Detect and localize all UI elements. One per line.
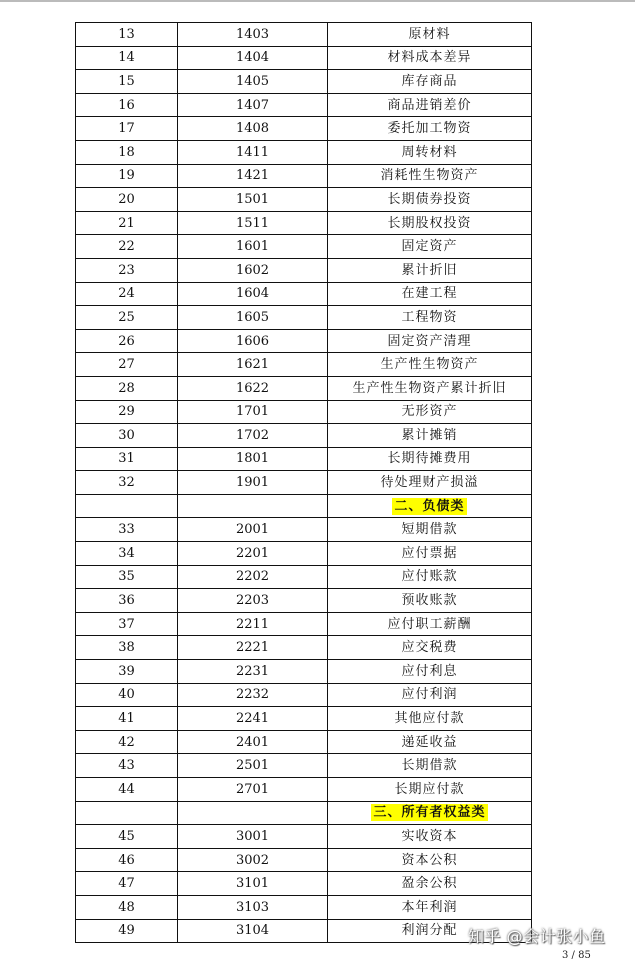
account-code-cell: 2401: [178, 730, 328, 754]
account-code-cell: 1604: [178, 282, 328, 306]
account-code-cell: 1601: [178, 235, 328, 259]
account-name-cell: 应交税费: [328, 636, 532, 660]
table-row: [76, 825, 532, 849]
account-name-cell: 应付账款: [328, 565, 532, 589]
account-code-cell: 1606: [178, 329, 328, 353]
account-name-cell: 长期借款: [328, 754, 532, 778]
account-code-cell: 1405: [178, 70, 328, 94]
account-code-cell: 2201: [178, 542, 328, 566]
row-number-cell: 45: [76, 825, 178, 849]
account-name-cell: 周转材料: [328, 140, 532, 164]
table-row: [76, 329, 532, 353]
page-top-edge: [0, 0, 635, 2]
account-code-cell: 1602: [178, 258, 328, 282]
account-name-cell: 原材料: [328, 23, 532, 47]
table-row: [76, 117, 532, 141]
account-code-cell: 1801: [178, 447, 328, 471]
account-name-cell: 长期应付款: [328, 778, 532, 802]
category-empty-cell: [76, 494, 178, 518]
account-name-cell: 递延收益: [328, 730, 532, 754]
row-number-cell: 37: [76, 612, 178, 636]
account-code-cell: 2203: [178, 589, 328, 613]
table-row: [76, 872, 532, 896]
account-code-cell: 1408: [178, 117, 328, 141]
account-code-cell: 2501: [178, 754, 328, 778]
table-row: [76, 424, 532, 448]
table-row: [76, 754, 532, 778]
row-number-cell: 26: [76, 329, 178, 353]
account-name-cell: 长期股权投资: [328, 211, 532, 235]
row-number-cell: 15: [76, 70, 178, 94]
account-table-body: [76, 23, 532, 943]
row-number-cell: 13: [76, 23, 178, 47]
account-name-cell: 其他应付款: [328, 707, 532, 731]
row-number-cell: 36: [76, 589, 178, 613]
category-label: 二、负债类: [394, 498, 465, 514]
account-code-cell: 2202: [178, 565, 328, 589]
row-number-cell: 31: [76, 447, 178, 471]
row-number-cell: 46: [76, 848, 178, 872]
account-code-cell: 1605: [178, 306, 328, 330]
category-empty-cell: [178, 494, 328, 518]
watermark: 知乎 @会计张小鱼: [468, 927, 606, 946]
row-number-cell: 17: [76, 117, 178, 141]
account-name-cell: 实收资本: [328, 825, 532, 849]
row-number-cell: 32: [76, 471, 178, 495]
table-row: [76, 70, 532, 94]
row-number-cell: 28: [76, 376, 178, 400]
account-table: [75, 22, 532, 943]
account-name-cell: 消耗性生物资产: [328, 164, 532, 188]
page-number: 3 / 85: [562, 950, 591, 961]
table-row: [76, 46, 532, 70]
row-number-cell: 18: [76, 140, 178, 164]
row-number-cell: 30: [76, 424, 178, 448]
account-code-cell: 1511: [178, 211, 328, 235]
row-number-cell: 47: [76, 872, 178, 896]
row-number-cell: 33: [76, 518, 178, 542]
row-number-cell: 48: [76, 895, 178, 919]
account-name-cell: 短期借款: [328, 518, 532, 542]
account-name-cell: 长期待摊费用: [328, 447, 532, 471]
row-number-cell: 23: [76, 258, 178, 282]
row-number-cell: 41: [76, 707, 178, 731]
account-code-cell: 1403: [178, 23, 328, 47]
table-row: [76, 258, 532, 282]
account-name-cell: 生产性生物资产累计折旧: [328, 376, 532, 400]
account-name-cell: 应付利润: [328, 683, 532, 707]
account-code-cell: 1404: [178, 46, 328, 70]
table-row: [76, 895, 532, 919]
table-row: [76, 282, 532, 306]
category-label: 三、所有者权益类: [373, 805, 486, 821]
row-number-cell: 38: [76, 636, 178, 660]
account-name-cell: 盈余公积: [328, 872, 532, 896]
account-code-cell: 2211: [178, 612, 328, 636]
account-code-cell: 3001: [178, 825, 328, 849]
category-empty-cell: [178, 801, 328, 825]
account-name-cell: 委托加工物资: [328, 117, 532, 141]
account-name-cell: 库存商品: [328, 70, 532, 94]
account-code-cell: 1407: [178, 93, 328, 117]
table-row: [76, 660, 532, 684]
row-number-cell: 44: [76, 778, 178, 802]
account-name-cell: 在建工程: [328, 282, 532, 306]
row-number-cell: 42: [76, 730, 178, 754]
table-row: [76, 23, 532, 47]
account-name-cell: 预收账款: [328, 589, 532, 613]
table-row: [76, 164, 532, 188]
account-name-cell: 无形资产: [328, 400, 532, 424]
table-row: [76, 188, 532, 212]
account-name-cell: 长期债券投资: [328, 188, 532, 212]
account-code-cell: 3002: [178, 848, 328, 872]
table-row: [76, 683, 532, 707]
row-number-cell: 20: [76, 188, 178, 212]
account-name-cell: 累计摊销: [328, 424, 532, 448]
account-code-cell: 3104: [178, 919, 328, 943]
account-code-cell: 2221: [178, 636, 328, 660]
account-name-cell: 累计折旧: [328, 258, 532, 282]
table-row: [76, 211, 532, 235]
row-number-cell: 19: [76, 164, 178, 188]
account-code-cell: 2232: [178, 683, 328, 707]
account-name-cell: 应付利息: [328, 660, 532, 684]
account-name-cell: 资本公积: [328, 848, 532, 872]
table-row: [76, 589, 532, 613]
account-code-cell: 1701: [178, 400, 328, 424]
table-row: [76, 848, 532, 872]
table-row: [76, 471, 532, 495]
table-row: [76, 730, 532, 754]
table-row: [76, 353, 532, 377]
account-code-cell: 1421: [178, 164, 328, 188]
table-row: [76, 376, 532, 400]
category-empty-cell: [76, 801, 178, 825]
table-row: [76, 306, 532, 330]
table-row: [76, 93, 532, 117]
table-row: [76, 447, 532, 471]
row-number-cell: 34: [76, 542, 178, 566]
row-number-cell: 49: [76, 919, 178, 943]
table-row: [76, 518, 532, 542]
account-code-cell: 3103: [178, 895, 328, 919]
category-cell: [328, 494, 532, 518]
account-code-cell: 2701: [178, 778, 328, 802]
table-row: [76, 707, 532, 731]
account-code-cell: 1621: [178, 353, 328, 377]
row-number-cell: 39: [76, 660, 178, 684]
row-number-cell: 35: [76, 565, 178, 589]
row-number-cell: 22: [76, 235, 178, 259]
account-code-cell: 3101: [178, 872, 328, 896]
account-name-cell: 材料成本差异: [328, 46, 532, 70]
account-name-cell: 利润分配: [328, 919, 532, 943]
account-code-cell: 1622: [178, 376, 328, 400]
account-name-cell: 待处理财产损溢: [328, 471, 532, 495]
account-name-cell: 本年利润: [328, 895, 532, 919]
account-code-cell: 1702: [178, 424, 328, 448]
row-number-cell: 16: [76, 93, 178, 117]
table-row: [76, 636, 532, 660]
category-row: [76, 801, 532, 825]
row-number-cell: 24: [76, 282, 178, 306]
table-row: [76, 140, 532, 164]
table-row: [76, 542, 532, 566]
account-name-cell: 固定资产清理: [328, 329, 532, 353]
category-row: [76, 494, 532, 518]
account-name-cell: 工程物资: [328, 306, 532, 330]
row-number-cell: 21: [76, 211, 178, 235]
account-code-cell: 2231: [178, 660, 328, 684]
account-code-cell: 2241: [178, 707, 328, 731]
row-number-cell: 14: [76, 46, 178, 70]
category-cell: [328, 801, 532, 825]
account-code-cell: 2001: [178, 518, 328, 542]
account-code-cell: 1501: [178, 188, 328, 212]
account-name-cell: 固定资产: [328, 235, 532, 259]
table-row: [76, 919, 532, 943]
account-name-cell: 应付票据: [328, 542, 532, 566]
table-row: [76, 400, 532, 424]
account-name-cell: 应付职工薪酬: [328, 612, 532, 636]
row-number-cell: 40: [76, 683, 178, 707]
table-row: [76, 565, 532, 589]
row-number-cell: 27: [76, 353, 178, 377]
table-row: [76, 778, 532, 802]
row-number-cell: 29: [76, 400, 178, 424]
account-name-cell: 生产性生物资产: [328, 353, 532, 377]
account-name-cell: 商品进销差价: [328, 93, 532, 117]
table-row: [76, 235, 532, 259]
table-row: [76, 612, 532, 636]
row-number-cell: 25: [76, 306, 178, 330]
account-code-cell: 1411: [178, 140, 328, 164]
account-code-cell: 1901: [178, 471, 328, 495]
row-number-cell: 43: [76, 754, 178, 778]
